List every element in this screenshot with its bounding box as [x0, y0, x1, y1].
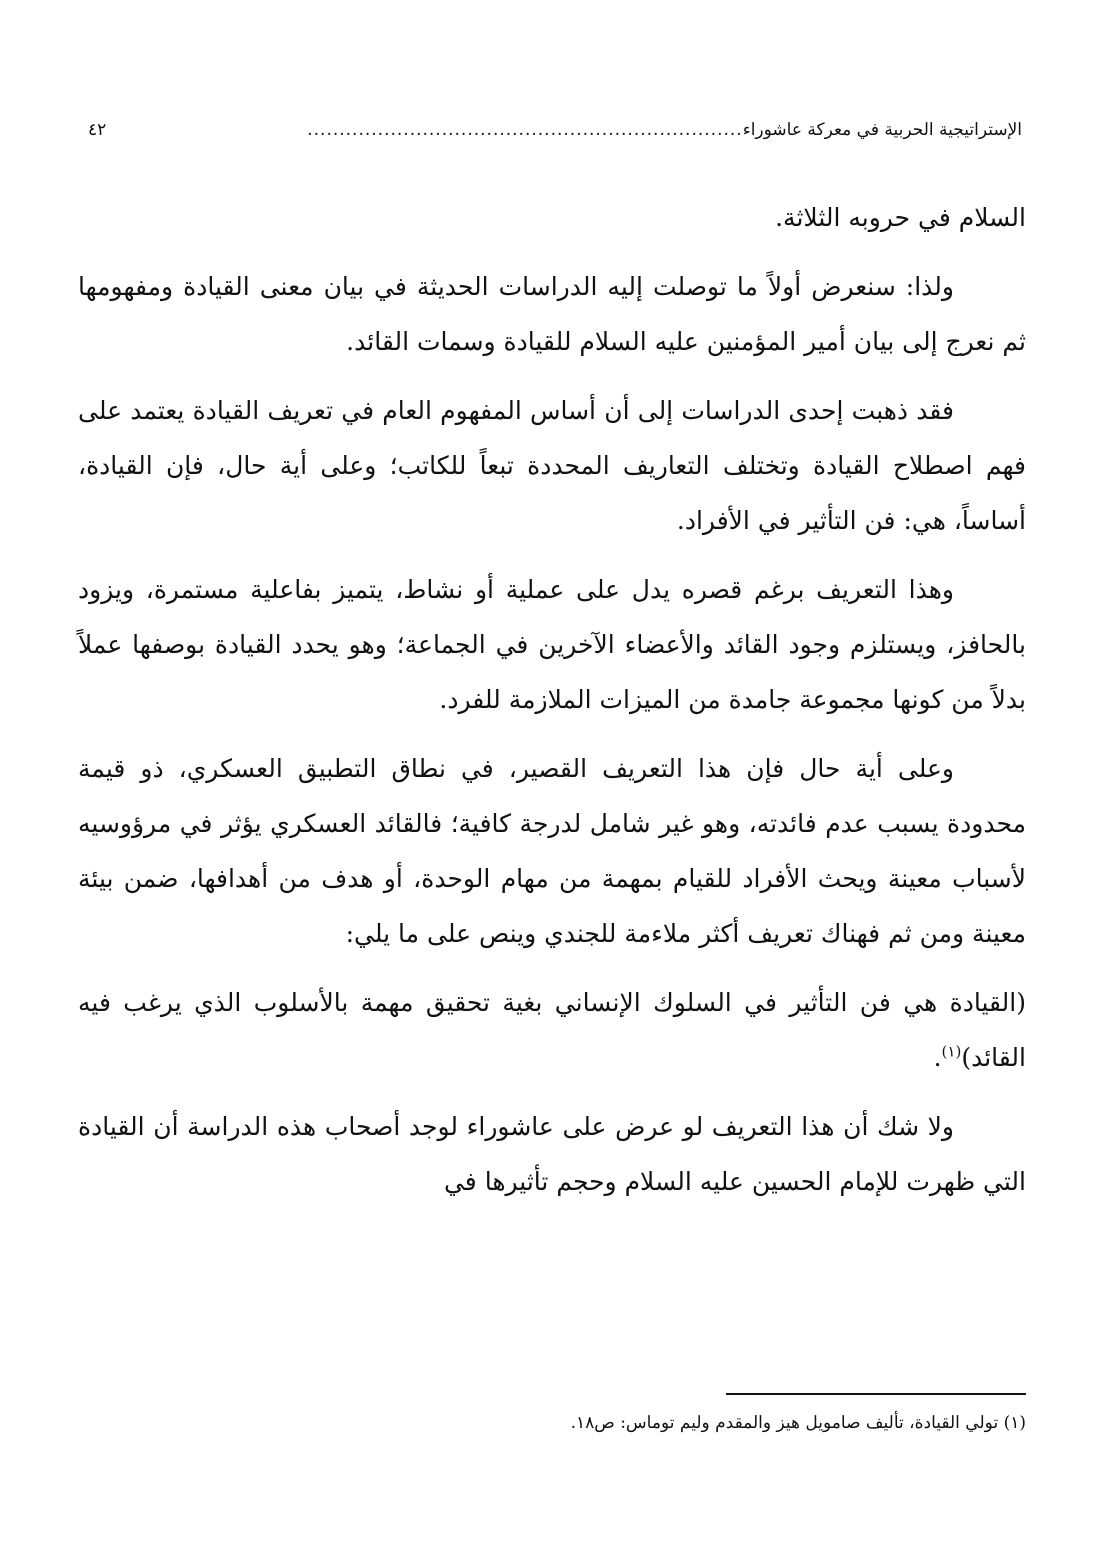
paragraph: وهذا التعريف برغم قصره يدل على عملية أو نشاط، يتميز بفاعلية مستمرة، ويزود بالحافز، ويستلزم وجود القائد والأعضاء الآخرين في الجماعة؛ وهو يحدد القيادة بوصفها عملاً بدلاً من كونها مجموعة جامدة من الميزات الملازمة للفرد. — [78, 575, 1026, 714]
quote-end-punctuation: . — [933, 1043, 942, 1072]
paragraph: السلام في حروبه الثلاثة. — [775, 203, 1026, 232]
footnote-divider — [726, 1393, 1026, 1395]
running-header — [78, 110, 1026, 150]
footnote: (١) تولي القيادة، تأليف صامويل هيز والمقدم وليم توماس: ص١٨. — [570, 1413, 1026, 1433]
book-title: الإستراتيجية الحربية في معركة عاشوراء — [742, 120, 1022, 140]
quote-text: (القيادة هي فن التأثير في السلوك الإنساني بغية تحقيق مهمة بالأسلوب الذي يرغب فيه القائد) — [78, 988, 1026, 1072]
paragraph: وعلى أية حال فإن هذا التعريف القصير، في نطاق التطبيق العسكري، ذو قيمة محدودة يسبب عدم فائدته، وهو غير شامل لدرجة كافية؛ فالقائد العسكري يؤثر في مرؤوسيه لأسباب معينة ويحث الأفراد للقيام بمهمة من مهام الوحدة، أو هدف من أهدافها، ضمن بيئة معينة ومن ثم فهناك تعريف أكثر ملاءمة للجندي وينص على ما يلي: — [78, 754, 1026, 948]
body-text — [78, 190, 1026, 1209]
footnote-reference[interactable]: (١) — [941, 1042, 962, 1061]
header-leader-dots: .................................................................... — [307, 120, 743, 140]
page-number: ٤٢ — [88, 120, 107, 140]
paragraph: ولذا: سنعرض أولاً ما توصلت إليه الدراسات الحديثة في بيان معنى القيادة ومفهومها ثم نعرج إلى بيان أمير المؤمنين عليه السلام للقيادة وسمات القائد. — [78, 272, 1026, 356]
paragraph: فقد ذهبت إحدى الدراسات إلى أن أساس المفهوم العام في تعريف القيادة يعتمد على فهم اصطلاح القيادة وتختلف التعاريف المحددة تبعاً للكاتب؛ وعلى أية حال، فإن القيادة، أساساً، هي: فن التأثير في الأفراد. — [78, 396, 1026, 535]
document-page — [78, 110, 1026, 1510]
quoted-definition — [78, 975, 1026, 1085]
paragraph: ولا شك أن هذا التعريف لو عرض على عاشوراء لوجد أصحاب هذه الدراسة أن القيادة التي ظهرت للإمام الحسين عليه السلام وحجم تأثيرها في — [78, 1112, 1026, 1196]
